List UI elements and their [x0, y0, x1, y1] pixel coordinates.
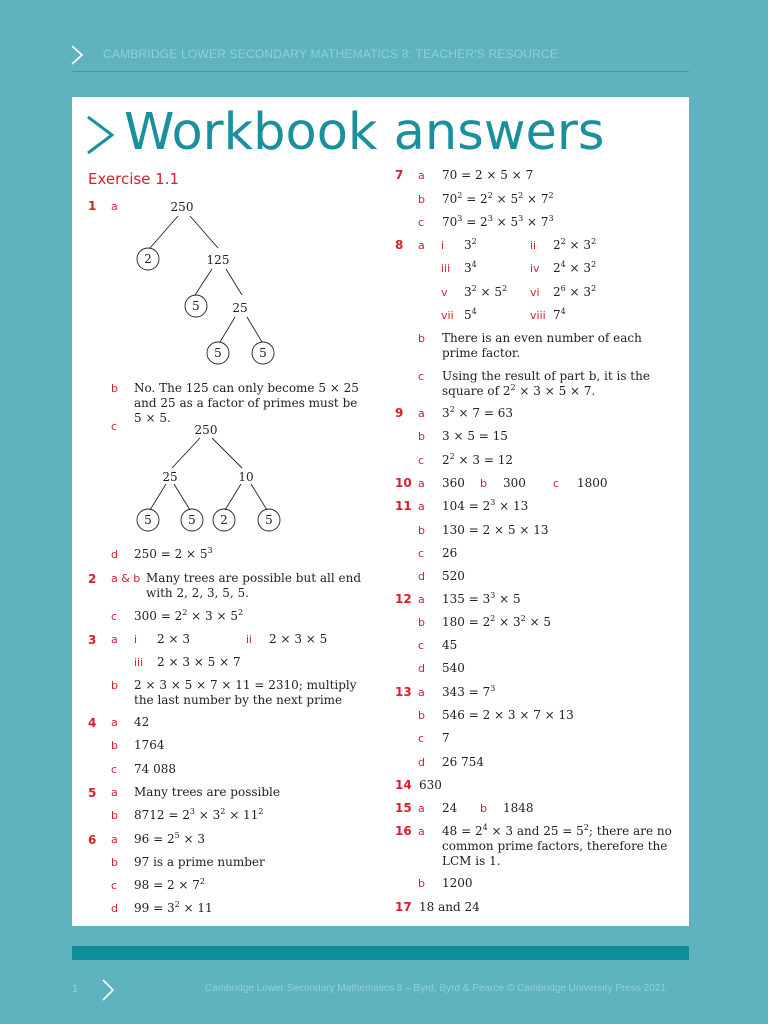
tree-node: 25 — [162, 470, 178, 484]
part-label: b — [480, 477, 487, 490]
part-label: a — [111, 633, 118, 646]
part-label: a — [111, 786, 118, 799]
part-label: b — [480, 802, 487, 815]
tree-node: 250 — [170, 200, 194, 214]
answer-math: $2^2 \times 3 = 12$ — [442, 452, 514, 467]
part-label: b — [418, 877, 425, 890]
answer-math: $8712 = 2^3 \times 3^2 \times 11^2$ — [134, 807, 264, 822]
answer-text: 630 — [419, 778, 442, 792]
subpart-label: iii — [441, 262, 451, 275]
answer-text: 18 and 24 — [419, 900, 480, 914]
part-label: c — [418, 216, 425, 229]
answer-math: 2 × 3 — [157, 632, 190, 646]
answer-math: $2^6 \times 3^2$ — [553, 284, 597, 299]
tree-node: 2 — [144, 252, 152, 266]
part-label: b — [111, 382, 118, 395]
part-label: c — [111, 420, 118, 433]
answer-text: 360 — [442, 476, 465, 490]
part-label: c — [553, 477, 560, 490]
footer-copyright: Cambridge Lower Secondary Mathematics 8 – Byrd, Byrd & Pearce © Cambridge University Press 2021 — [205, 983, 666, 994]
part-label: c — [111, 879, 118, 892]
tree-node: 5 — [214, 346, 222, 360]
tree-node: 25 — [232, 301, 248, 315]
tree-node: 125 — [206, 253, 230, 267]
part-label: c — [418, 454, 425, 467]
answer-text: Many trees are possible — [134, 785, 280, 799]
chevron-right-icon — [84, 115, 116, 155]
part-label: c — [418, 370, 425, 383]
question-number: 9 — [395, 406, 404, 420]
answer-math: $135 = 3^3 \times 5$ — [442, 591, 521, 606]
answer-text: 300 — [503, 476, 526, 490]
question-number: 5 — [88, 786, 97, 800]
factor-tree-c — [128, 420, 288, 535]
question-number: 15 — [395, 801, 412, 815]
part-label: b — [418, 616, 425, 629]
question-number: 4 — [88, 716, 97, 730]
answer-text: 520 — [442, 569, 465, 583]
answer-text: 546 = 2 × 3 × 7 × 13 — [442, 708, 574, 722]
tree-node: 5 — [188, 513, 196, 527]
question-number: 17 — [395, 900, 412, 914]
part-label: d — [111, 902, 118, 915]
subpart-label: vi — [530, 286, 540, 299]
part-label: d — [418, 756, 425, 769]
answer-math: 70 = 2 × 5 × 7 — [442, 168, 534, 182]
answer-math: $3^2$ — [464, 237, 477, 252]
tree-node: 5 — [265, 513, 273, 527]
part-label: a — [418, 593, 425, 606]
part-label: a — [418, 500, 425, 513]
answer-text: 26 — [442, 546, 458, 560]
page-number: 1 — [72, 983, 79, 995]
answer-math: $48 = 2^4 \times 3$ and $25 = 5^2$; there are no common prime factors, therefore the LCM is 1. — [442, 823, 672, 868]
answer-text: 26 754 — [442, 755, 484, 769]
part-label: b — [111, 856, 118, 869]
part-label: c — [111, 763, 118, 776]
tree-node: 250 — [194, 423, 218, 437]
answer-math: 2 × 3 × 5 × 7 — [157, 655, 241, 669]
question-number: 14 — [395, 778, 412, 792]
answer-text: 97 is a prime number — [134, 855, 265, 869]
answer-math: $3^4$ — [464, 260, 477, 275]
answer-text: 74 088 — [134, 762, 176, 776]
chevron-right-icon — [101, 979, 115, 1001]
subpart-label: iv — [530, 262, 540, 275]
question-number: 12 — [395, 592, 412, 606]
part-label: a — [111, 716, 118, 729]
tree-node: 5 — [259, 346, 267, 360]
question-number: 7 — [395, 168, 404, 182]
part-label: a — [418, 407, 425, 420]
part-label: b — [418, 193, 425, 206]
part-label: c — [418, 639, 425, 652]
question-number: 10 — [395, 476, 412, 490]
part-label: b — [418, 524, 425, 537]
question-number: 1 — [88, 199, 97, 213]
part-label: c — [418, 732, 425, 745]
question-number: 13 — [395, 685, 412, 699]
answer-math: $7^4$ — [553, 307, 566, 322]
answer-math: $70^3 = 2^3 \times 5^3 \times 7^3$ — [442, 214, 554, 229]
part-label: a — [418, 686, 425, 699]
factor-tree-a — [130, 196, 290, 371]
answer-math: 2 × 3 × 5 — [269, 632, 328, 646]
answer-math: $104 = 2^3 \times 13$ — [442, 498, 529, 513]
part-label: a — [418, 802, 425, 815]
answer-text: 45 — [442, 638, 458, 652]
subpart-label: viii — [530, 309, 546, 322]
running-header: CAMBRIDGE LOWER SECONDARY MATHEMATICS 8: TEACHER'S RESOURCE — [103, 47, 559, 61]
answer-math: Using the result of part b, it is the square of $2^2 \times 3 \times 5 \times 7$. — [442, 369, 650, 398]
subpart-label: ii — [530, 239, 537, 252]
subpart-label: v — [441, 286, 448, 299]
exercise-heading: Exercise 1.1 — [88, 170, 180, 188]
answer-text: 3 × 5 = 15 — [442, 429, 508, 443]
header-rule — [72, 71, 689, 72]
page-title: Workbook answers — [84, 103, 604, 162]
part-label: d — [418, 570, 425, 583]
answer-text: 24 — [442, 801, 458, 815]
part-label: b — [111, 809, 118, 822]
subpart-label: i — [134, 633, 138, 646]
footer-bar — [72, 946, 689, 960]
part-label: a — [111, 833, 118, 846]
answer-math: $2^2 \times 3^2$ — [553, 237, 597, 252]
answer-math: $98 = 2 \times 7^2$ — [134, 877, 205, 892]
answer-text: 2 × 3 × 5 × 7 × 11 = 2310; multiply the last number by the next prime — [134, 678, 357, 707]
part-label: b — [418, 709, 425, 722]
question-number: 2 — [88, 572, 97, 586]
chevron-right-icon — [70, 45, 84, 65]
part-label: d — [111, 548, 118, 561]
answer-math: $250 = 2 \times 5^3$ — [134, 546, 213, 561]
question-number: 16 — [395, 824, 412, 838]
subpart-label: ii — [246, 633, 253, 646]
part-label: d — [418, 662, 425, 675]
answer-math: $99 = 3^2 \times 11$ — [134, 900, 213, 915]
tree-node: 5 — [192, 299, 200, 313]
answer-text: 1200 — [442, 876, 473, 890]
question-number: 8 — [395, 238, 404, 252]
question-number: 6 — [88, 833, 97, 847]
part-label: a — [111, 200, 118, 213]
part-label: c — [418, 547, 425, 560]
answer-text: 1800 — [577, 476, 608, 490]
part-label: a — [418, 169, 425, 182]
subpart-label: iii — [134, 656, 144, 669]
answer-text: Many trees are possible but all end with 2, 2, 3, 5, 5. — [146, 571, 362, 600]
answer-math: $70^2 = 2^2 \times 5^2 \times 7^2$ — [442, 191, 554, 206]
answer-text: 42 — [134, 715, 150, 729]
answer-text: 7 — [442, 731, 450, 745]
tree-node: 10 — [238, 470, 254, 484]
answer-text: No. The 125 can only become 5 × 25 and 25 as a factor of primes must be 5 × 5. — [134, 381, 359, 425]
question-number: 11 — [395, 499, 412, 513]
answer-math: $3^2 \times 7 = 63$ — [442, 405, 514, 420]
answer-math: $96 = 2^5 \times 3$ — [134, 831, 206, 846]
subpart-label: vii — [441, 309, 454, 322]
answer-math: $180 = 2^2 \times 3^2 \times 5$ — [442, 614, 552, 629]
part-label: b — [111, 679, 118, 692]
answer-math: $3^2 \times 5^2$ — [464, 284, 508, 299]
answer-math: $2^4 \times 3^2$ — [553, 260, 597, 275]
answer-math: $343 = 7^3$ — [442, 684, 496, 699]
tree-node: 2 — [220, 513, 228, 527]
part-label: b — [111, 739, 118, 752]
part-label: b — [418, 430, 425, 443]
answer-text: 1764 — [134, 738, 165, 752]
part-label: a — [418, 239, 425, 252]
part-label: a — [418, 825, 425, 838]
part-label: a — [418, 477, 425, 490]
part-label: c — [111, 610, 118, 623]
answer-text: 1848 — [503, 801, 534, 815]
part-label: b — [418, 332, 425, 345]
part-label: a & b — [111, 572, 141, 585]
answer-text: 130 = 2 × 5 × 13 — [442, 523, 549, 537]
tree-node: 5 — [144, 513, 152, 527]
answer-math: $5^4$ — [464, 307, 477, 322]
answer-math: $300 = 2^2 \times 3 \times 5^2$ — [134, 608, 244, 623]
answer-text: There is an even number of each prime factor. — [442, 331, 642, 360]
subpart-label: i — [441, 239, 445, 252]
answer-text: 540 — [442, 661, 465, 675]
question-number: 3 — [88, 633, 97, 647]
